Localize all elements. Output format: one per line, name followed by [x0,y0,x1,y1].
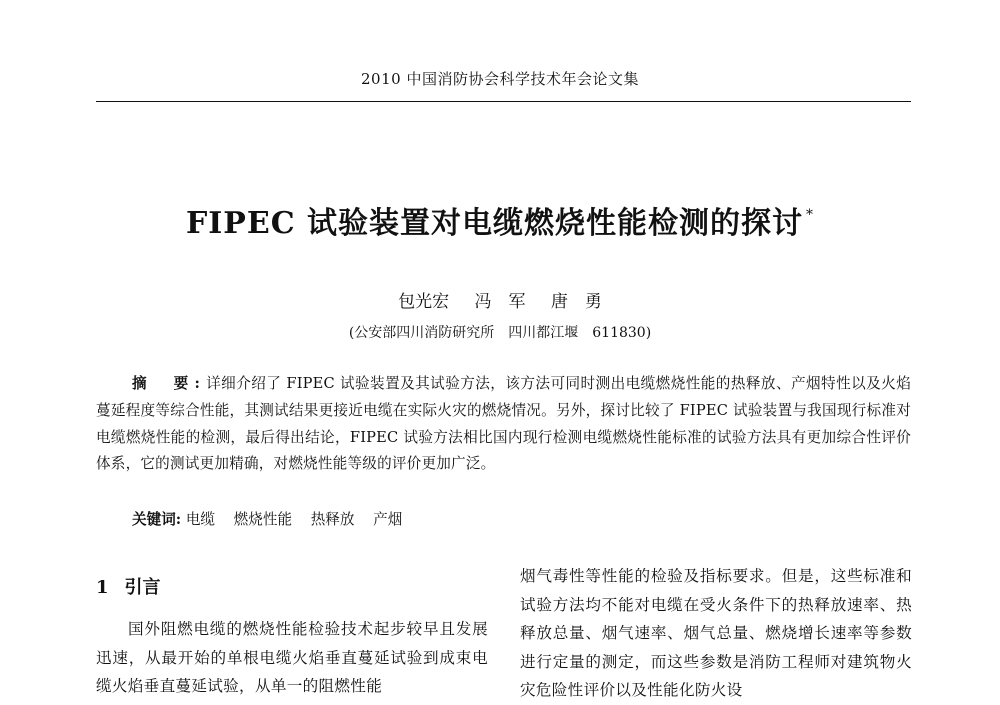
abstract-label: 摘 要: [132,375,206,392]
author: 唐 勇 [550,292,602,312]
body-column-right: 烟气毒性等性能的检验及指标要求。但是，这些标准和试验方法均不能对电缆在受火条件下的热释放速率、热释放总量、烟气速率、烟气总量、燃烧增长速率等参数进行定量的测定，而这些参数是消防工程师对建筑物火灾危险性评价以及性能化防火设 [520,567,912,699]
running-header: 2010 中国消防协会科学技术年会论文集 [361,70,639,88]
header-rule [96,101,911,102]
title-footnote-mark: * [806,207,815,223]
author-list [0,287,1000,312]
author: 包光宏 [398,292,450,312]
keyword: 电缆 [185,511,216,528]
keyword: 产烟 [373,511,403,528]
affiliation: (公安部四川消防研究所 四川都江堰 611830) [348,325,652,341]
author: 冯 军 [474,292,526,312]
section-number: 1 [96,577,109,598]
section-title: 引言 [124,577,161,598]
keyword: 热释放 [310,511,355,528]
body-column-left: 国外阻燃电缆的燃烧性能检验技术起步较早且发展迅速，从最开始的单根电缆火焰垂直蔓延试验到成束电缆火焰垂直蔓延试验，从单一的阻燃性能 [96,620,488,695]
abstract [96,371,911,478]
keyword: 燃烧性能 [233,511,293,528]
keywords [132,507,832,533]
paper-title-text: FIPEC 试验装置对电缆燃烧性能检测的探讨 [185,206,804,241]
section-heading [96,573,161,599]
keywords-label: 关键词: [132,511,182,528]
paper-title [0,198,1000,242]
abstract-text: 详细介绍了 FIPEC 试验装置及其试验方法，该方法可同时测出电缆燃烧性能的热释放、产烟特性以及火焰蔓延程度等综合性能，其测试结果更接近电缆在实际火灾的燃烧情况。另外，探讨比较了 FIPEC 试验装置与我国现行标准对电缆燃烧性能的检测，最后得出结论，FIPEC 试验方法相比国内现行检测电缆燃烧性能标准的试验方法具有更加综合性评价体系，它的测试更加精确，对燃烧性能等级的评价更加广泛。 [96,375,911,473]
